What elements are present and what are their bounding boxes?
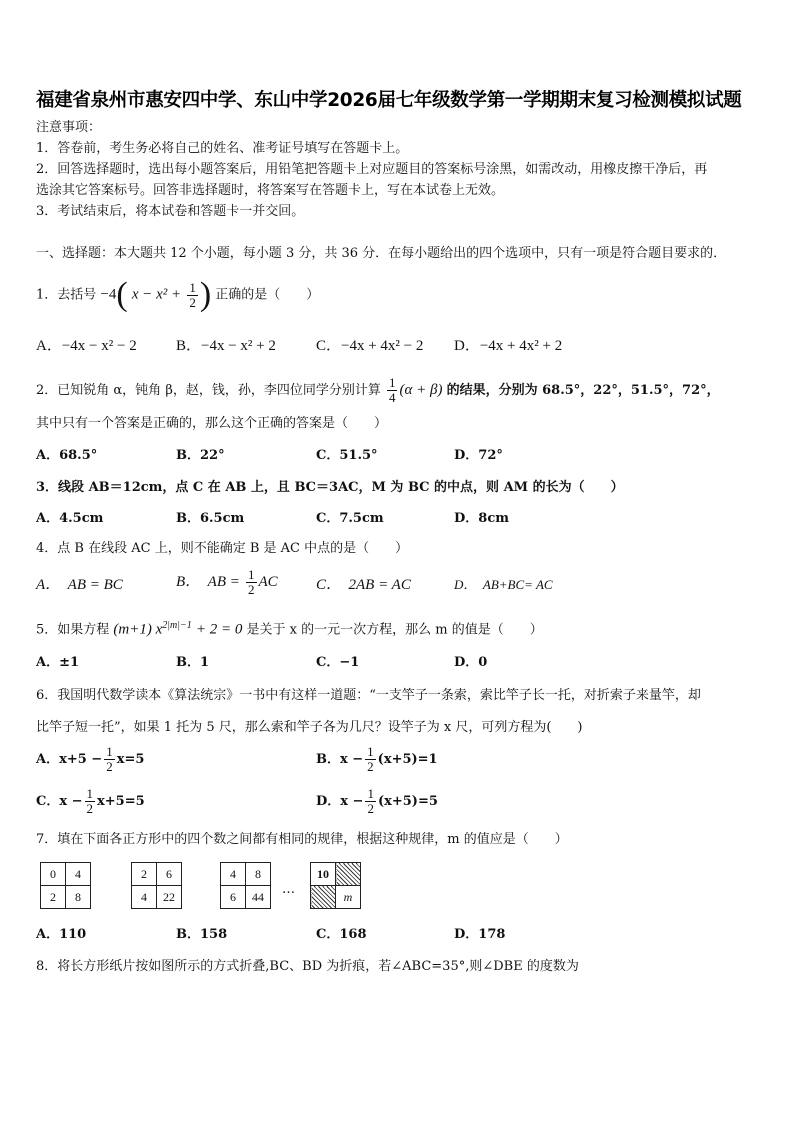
q7-option-d: D．178: [454, 927, 506, 942]
hatched-cell: [311, 886, 336, 909]
q3-option-c: C．7.5cm: [316, 511, 384, 526]
q6-option-c: C．x − $\frac{1}{2}$ x+5=5: [36, 786, 145, 816]
q1-left-paren: (: [116, 276, 128, 313]
section-heading: 一、选择题：本大题共 12 个小题，每小题 3 分，共 36 分．在每小题给出的四个选项中，只有一项是符合题目要求的．: [36, 246, 727, 261]
q5-option-a: A．±1: [36, 655, 80, 670]
q1-option-c: C．−4x + 4x² − 2: [316, 338, 424, 354]
q1-option-b: B．−4x − x² + 2: [176, 338, 276, 354]
page-title: 福建省泉州市惠安四中学、东山中学2026届七年级数学第一学期期末复习检测模拟试题: [36, 90, 742, 111]
q5-expr: (m+1) x: [113, 621, 163, 638]
q2-expr: (α + β): [399, 382, 443, 398]
question-6-line-2: 比竿子短一托”，如果 1 托为 5 尺，那么索和竿子各为几尺？设竿子为 x 尺，可列方程为( ): [36, 720, 583, 735]
q6-option-b: B．x − $\frac{1}{2}$ (x+5)=1: [316, 744, 438, 774]
q6-option-a: A．x+5 − $\frac{1}{2}$ x=5: [36, 744, 145, 774]
q3-option-d: D．8cm: [454, 511, 509, 526]
q1-option-a: A．−4x − x² − 2: [36, 338, 137, 354]
question-6-line-1: 6．我国明代数学读本《算法统宗》一书中有这样一道题：“一支竿子一条索，索比竿子长一托，对折索子来量竿，却: [36, 688, 701, 703]
notice-item-1: 1．答卷前，考生务必将自己的姓名、准考证号填写在答题卡上。: [36, 141, 409, 156]
notice-heading: 注意事项：: [36, 120, 102, 135]
question-7: 7．填在下面各正方形中的四个数之间都有相同的规律，根据这种规律，m 的值应是（ ）: [36, 832, 568, 847]
ellipsis: …: [282, 882, 295, 897]
q1-option-d: D．−4x + 4x² + 2: [454, 338, 563, 354]
q2-option-d: D．72°: [454, 448, 503, 463]
q4-option-d: D． AB+BC= AC: [454, 577, 553, 592]
q2-option-a: A．68.5°: [36, 448, 98, 463]
q2-fraction: $\frac{1}{4}$: [388, 375, 396, 405]
q3-option-a: A．4.5cm: [36, 511, 104, 526]
question-5: [36, 618, 543, 638]
q3-option-b: B．6.5cm: [176, 511, 245, 526]
q5-option-b: B．1: [176, 655, 210, 670]
q5-suffix: 是关于 x 的一元一次方程，那么 m 的值是（ ）: [246, 622, 543, 638]
q2-suffix: 的结果，分别为 68.5°，22°，51.5°，72°，: [446, 383, 720, 398]
q6-option-d: D．x − $\frac{1}{2}$ (x+5)=5: [316, 786, 438, 816]
q5-option-c: C．−1: [316, 655, 360, 670]
q4-option-a: A． AB = BC: [36, 577, 123, 593]
q1-coef: −4: [100, 286, 117, 303]
question-8: 8．将长方形纸片按如图所示的方式折叠,BC、BD 为折痕，若∠ABC=35°,则∠DBE 的度数为: [36, 959, 579, 974]
q5-option-d: D．0: [454, 655, 488, 670]
q4-option-b: B． AB = $\frac{1}{2}$ AC: [176, 567, 278, 597]
q5-exponent: 2|m|−1: [162, 620, 192, 631]
q1-prefix: 1．去括号: [36, 287, 97, 303]
q2-line-2: 其中只有一个答案是正确的，那么这个正确的答案是（ ）: [36, 416, 388, 431]
question-4: 4．点 B 在线段 AC 上，则不能确定 B 是 AC 中点的是（ ）: [36, 541, 409, 556]
notice-item-2: 2．回答选择题时，选出每小题答案后，用铅笔把答题卡上对应题目的答案标号涂黑，如需改动，用橡皮擦干净后，再: [36, 162, 708, 177]
number-square-2: 2 6 4 22: [131, 862, 182, 909]
number-square-4: 10 m: [310, 862, 361, 909]
number-square-3: 4 8 6 44: [220, 862, 271, 909]
question-2: [36, 376, 720, 405]
number-square-1: 0 4 2 8: [40, 862, 91, 909]
q2-option-b: B．22°: [176, 448, 225, 463]
q2-prefix: 2．已知锐角 α，钝角 β，赵，钱，孙，李四位同学分别计算: [36, 383, 381, 398]
q1-suffix: 正确的是（ ）: [215, 287, 320, 303]
notice-item-2-cont: 选涂其它答案标号。回答非选择题时，将答案写在答题卡上，写在本试卷上无效。: [36, 183, 505, 198]
q4-option-c: C． 2AB = AC: [316, 577, 411, 593]
notice-item-3: 3．考试结束后，将本试卷和答题卡一并交回。: [36, 204, 305, 219]
question-1: [36, 278, 319, 312]
hatched-cell: [336, 863, 361, 886]
q7-option-c: C．168: [316, 927, 367, 942]
q7-option-b: B．158: [176, 927, 228, 942]
q1-fraction: $\frac{1}{2}$: [189, 279, 196, 310]
q1-inner: x − x² +: [131, 286, 182, 303]
q5-prefix: 5．如果方程: [36, 622, 110, 638]
question-3: 3．线段 AB＝12cm，点 C 在 AB 上，且 BC＝3AC，M 为 BC 的中点，则 AM 的长为（ ）: [36, 480, 624, 495]
q5-expr-2: + 2 = 0: [195, 621, 243, 638]
q2-option-c: C．51.5°: [316, 448, 378, 463]
q7-option-a: A．110: [36, 927, 87, 942]
q1-right-paren: ): [199, 276, 212, 313]
